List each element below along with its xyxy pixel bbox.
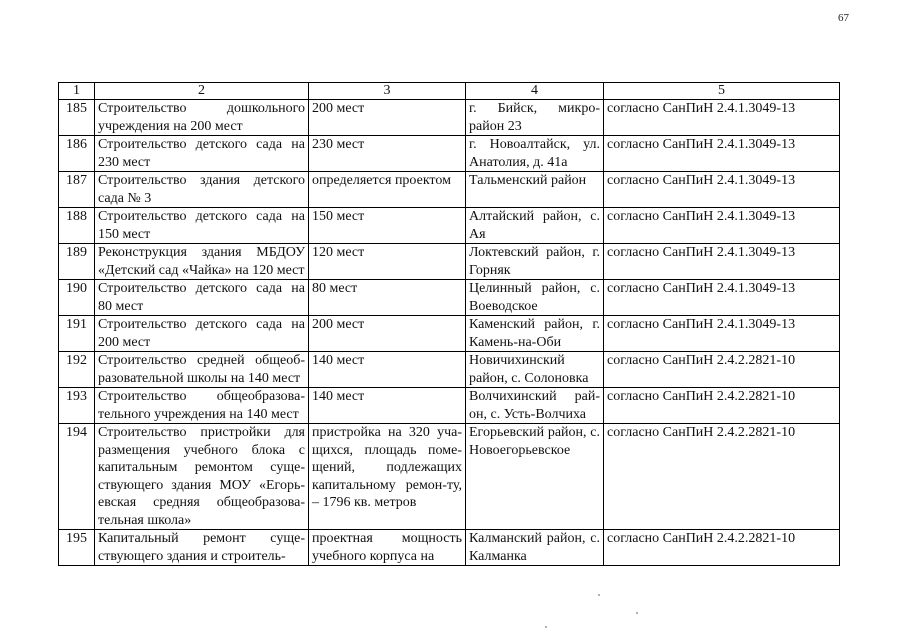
row-number: 187 [59,172,95,208]
row-number: 195 [59,530,95,566]
location-cell: г. Бийск, микро-район 23 [466,100,604,136]
table-row [59,208,840,244]
norm-cell: согласно СанПиН 2.4.1.3049-13 [604,172,840,208]
work-description: Строительство общеобразова-тельного учреждения на 140 мест [95,388,309,424]
row-number: 192 [59,352,95,388]
row-number: 190 [59,280,95,316]
page-number: 67 [838,12,849,24]
work-description: Капитальный ремонт суще-ствующего здания и строитель- [95,530,309,566]
column-number-row [59,83,840,100]
table-row [59,388,840,424]
work-description: Строительство средней общеоб-разовательной школы на 140 мест [95,352,309,388]
capacity-cell: 200 мест [309,100,466,136]
norm-cell: согласно СанПиН 2.4.2.2821-10 [604,424,840,530]
norm-cell: согласно СанПиН 2.4.1.3049-13 [604,316,840,352]
capacity-cell: 80 мест [309,280,466,316]
norm-cell: согласно СанПиН 2.4.1.3049-13 [604,136,840,172]
norm-cell: согласно СанПиН 2.4.1.3049-13 [604,100,840,136]
scan-speck [545,626,547,628]
row-number: 188 [59,208,95,244]
column-header: 2 [95,83,309,100]
work-description: Строительство дошкольного учреждения на 200 мест [95,100,309,136]
capacity-cell: определяется проектом [309,172,466,208]
location-cell: Егорьевский район, с. Новоегорьевское [466,424,604,530]
location-cell: Волчихинский рай-он, с. Усть-Волчиха [466,388,604,424]
norm-cell: согласно СанПиН 2.4.1.3049-13 [604,244,840,280]
capacity-cell: 230 мест [309,136,466,172]
row-number: 189 [59,244,95,280]
capacity-cell: 150 мест [309,208,466,244]
capacity-cell: 140 мест [309,352,466,388]
work-description: Строительство пристройки для размещения учебного блока с капитальным ремонтом суще-ствующего здания МОУ «Егорь-евская средняя общеобразова-тельная школа» [95,424,309,530]
capacity-cell: проектная мощность учебного корпуса на [309,530,466,566]
norm-cell: согласно СанПиН 2.4.1.3049-13 [604,280,840,316]
row-number: 185 [59,100,95,136]
work-description: Строительство детского сада на 230 мест [95,136,309,172]
capacity-cell: 120 мест [309,244,466,280]
scan-speck [636,612,638,614]
location-cell: Целинный район, с. Воеводское [466,280,604,316]
scan-speck [598,594,600,596]
norm-cell: согласно СанПиН 2.4.2.2821-10 [604,388,840,424]
norm-cell: согласно СанПиН 2.4.2.2821-10 [604,530,840,566]
column-header: 4 [466,83,604,100]
table-row [59,172,840,208]
location-cell: Алтайский район, с. Ая [466,208,604,244]
table-row [59,316,840,352]
facilities-table [58,82,840,566]
row-number: 194 [59,424,95,530]
column-header: 5 [604,83,840,100]
table-row [59,352,840,388]
location-cell: Калманский район, с. Калманка [466,530,604,566]
table-row [59,530,840,566]
norm-cell: согласно СанПиН 2.4.1.3049-13 [604,208,840,244]
work-description: Строительство детского сада на 80 мест [95,280,309,316]
location-cell: Каменский район, г. Камень-на-Оби [466,316,604,352]
capacity-cell: 140 мест [309,388,466,424]
row-number: 191 [59,316,95,352]
work-description: Строительство детского сада на 150 мест [95,208,309,244]
location-cell: Новичихинский район, с. Солоновка [466,352,604,388]
table-row [59,100,840,136]
capacity-cell: 200 мест [309,316,466,352]
work-description: Строительство детского сада на 200 мест [95,316,309,352]
table-row [59,424,840,530]
table-row [59,136,840,172]
table-row [59,280,840,316]
column-header: 1 [59,83,95,100]
row-number: 193 [59,388,95,424]
row-number: 186 [59,136,95,172]
column-header: 3 [309,83,466,100]
location-cell: г. Новоалтайск, ул. Анатолия, д. 41а [466,136,604,172]
table-row [59,244,840,280]
location-cell: Тальменский район [466,172,604,208]
norm-cell: согласно СанПиН 2.4.2.2821-10 [604,352,840,388]
capacity-cell: пристройка на 320 уча-щихся, площадь поме-щений, подлежащих капитальному ремон-ту, – 1796 кв. метров [309,424,466,530]
work-description: Реконструкция здания МБДОУ «Детский сад «Чайка» на 120 мест [95,244,309,280]
work-description: Строительство здания детского сада № 3 [95,172,309,208]
location-cell: Локтевский район, г. Горняк [466,244,604,280]
table-body [59,100,840,566]
